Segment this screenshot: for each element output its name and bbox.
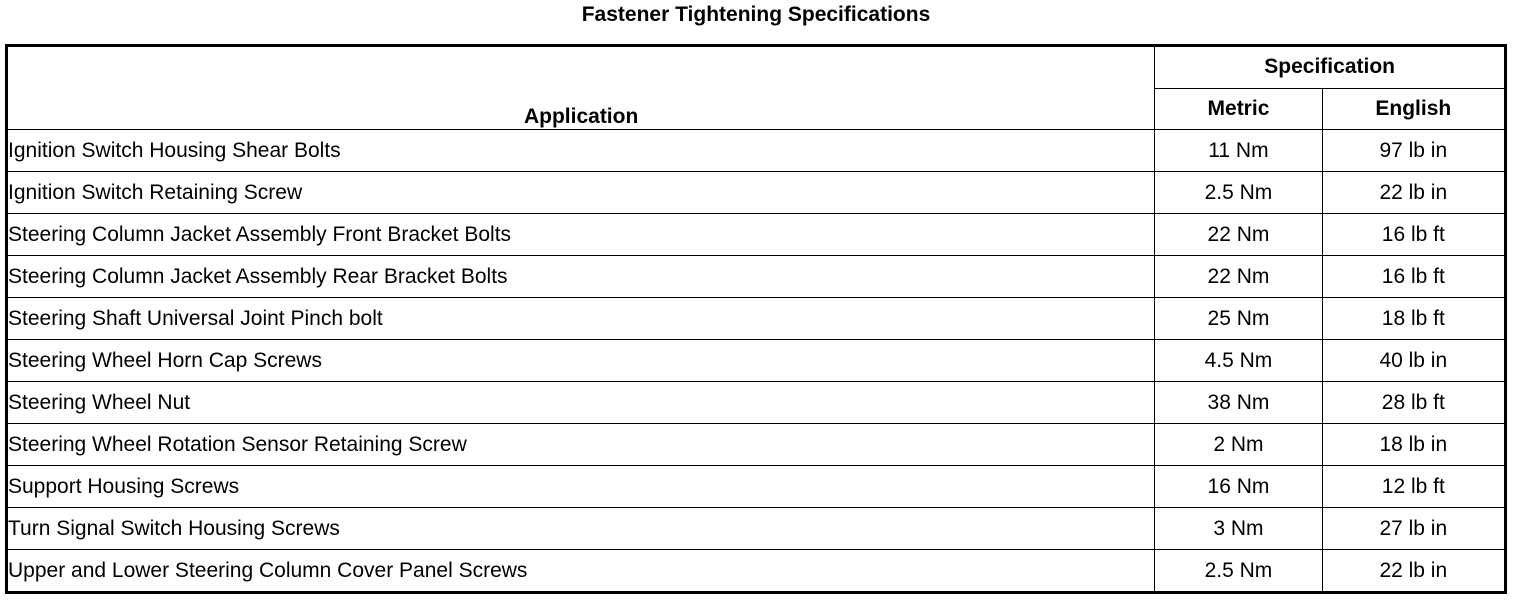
table-row (7, 340, 1506, 382)
english-cell: 40 lb in (1322, 340, 1505, 382)
table-row (7, 550, 1506, 593)
english-cell: 27 lb in (1322, 508, 1505, 550)
metric-cell: 25 Nm (1155, 298, 1322, 340)
table-row (7, 214, 1506, 256)
metric-cell: 2.5 Nm (1155, 172, 1322, 214)
english-cell: 18 lb in (1322, 424, 1505, 466)
table-row (7, 382, 1506, 424)
metric-cell: 4.5 Nm (1155, 340, 1322, 382)
specification-header: Specification (1155, 46, 1506, 89)
application-cell: Steering Wheel Horn Cap Screws (7, 340, 1155, 382)
table-row (7, 424, 1506, 466)
application-cell: Steering Wheel Rotation Sensor Retaining Screw (7, 424, 1155, 466)
application-cell: Turn Signal Switch Housing Screws (7, 508, 1155, 550)
fastener-spec-table (5, 44, 1507, 594)
table-body (7, 130, 1506, 593)
application-header: Application (7, 46, 1155, 130)
metric-header: Metric (1155, 88, 1322, 130)
metric-cell: 2 Nm (1155, 424, 1322, 466)
english-cell: 16 lb ft (1322, 214, 1505, 256)
table-row (7, 298, 1506, 340)
metric-cell: 3 Nm (1155, 508, 1322, 550)
application-cell: Upper and Lower Steering Column Cover Panel Screws (7, 550, 1155, 593)
application-cell: Ignition Switch Housing Shear Bolts (7, 130, 1155, 172)
table-row (7, 172, 1506, 214)
english-cell: 22 lb in (1322, 172, 1505, 214)
application-cell: Support Housing Screws (7, 466, 1155, 508)
page-title: Fastener Tightening Specifications (581, 3, 931, 26)
english-header: English (1322, 88, 1505, 130)
english-cell: 12 lb ft (1322, 466, 1505, 508)
english-cell: 28 lb ft (1322, 382, 1505, 424)
table-row (7, 256, 1506, 298)
application-cell: Steering Column Jacket Assembly Front Bracket Bolts (7, 214, 1155, 256)
english-cell: 18 lb ft (1322, 298, 1505, 340)
table-header (7, 46, 1506, 130)
header-row-top (7, 46, 1506, 89)
table-row (7, 508, 1506, 550)
application-cell: Steering Shaft Universal Joint Pinch bolt (7, 298, 1155, 340)
english-cell: 97 lb in (1322, 130, 1505, 172)
metric-cell: 22 Nm (1155, 256, 1322, 298)
metric-cell: 22 Nm (1155, 214, 1322, 256)
metric-cell: 2.5 Nm (1155, 550, 1322, 593)
application-cell: Ignition Switch Retaining Screw (7, 172, 1155, 214)
metric-cell: 11 Nm (1155, 130, 1322, 172)
english-cell: 16 lb ft (1322, 256, 1505, 298)
metric-cell: 16 Nm (1155, 466, 1322, 508)
english-cell: 22 lb in (1322, 550, 1505, 593)
metric-cell: 38 Nm (1155, 382, 1322, 424)
table-row (7, 466, 1506, 508)
table-row (7, 130, 1506, 172)
application-cell: Steering Column Jacket Assembly Rear Bracket Bolts (7, 256, 1155, 298)
application-cell: Steering Wheel Nut (7, 382, 1155, 424)
